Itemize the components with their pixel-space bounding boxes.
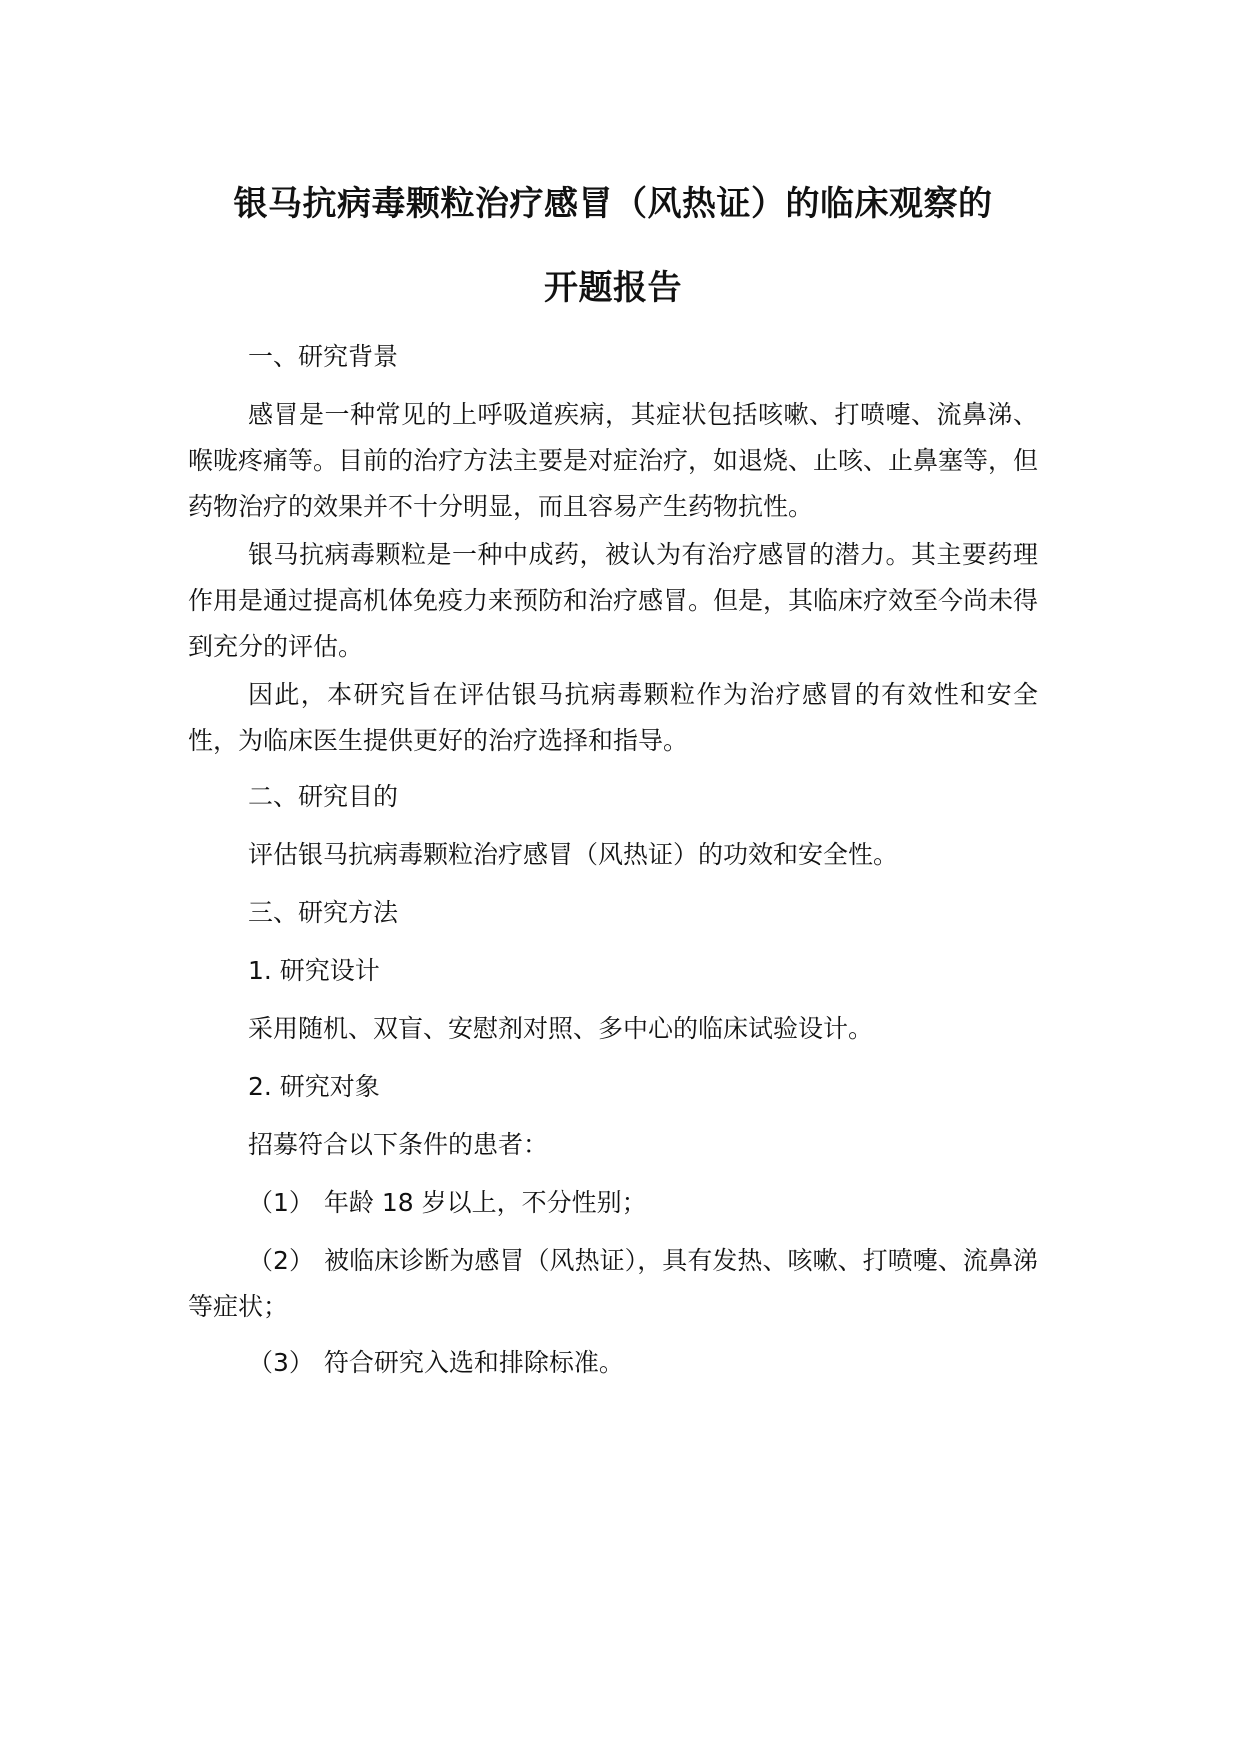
document-page	[188, 0, 1038, 1754]
subsection-2-heading: 2. 研究对象	[248, 1072, 380, 1101]
subsection-2-text: 招募符合以下条件的患者：	[248, 1130, 549, 1159]
criterion-1-marker: （1）	[248, 1188, 314, 1217]
criterion-3	[188, 1340, 1038, 1386]
criterion-1-text: 年龄 18 岁以上，不分性别；	[323, 1188, 647, 1217]
criterion-2-text: 被临床诊断为感冒（风热证），具有发热、咳嗽、打喷嚏、流鼻涕等症状；	[188, 1246, 1038, 1321]
section-1-paragraph-3: 因此，本研究旨在评估银马抗病毒颗粒作为治疗感冒的有效性和安全性，为临床医生提供更好的治疗选择和指导。	[188, 680, 1038, 755]
subsection-1-heading: 1. 研究设计	[248, 956, 380, 985]
section-1-heading: 一、研究背景	[248, 342, 399, 371]
section-1-paragraph-2: 银马抗病毒颗粒是一种中成药，被认为有治疗感冒的潜力。其主要药理作用是通过提高机体免疫力来预防和治疗感冒。但是，其临床疗效至今尚未得到充分的评估。	[188, 540, 1039, 661]
title-line-2: 开题报告	[544, 268, 682, 308]
section-2-paragraph: 评估银马抗病毒颗粒治疗感冒（风热证）的功效和安全性。	[248, 840, 899, 869]
section-2-heading: 二、研究目的	[248, 782, 399, 811]
criterion-2-marker: （2）	[248, 1246, 315, 1275]
criterion-3-text: 符合研究入选和排除标准。	[323, 1348, 624, 1377]
criterion-2	[188, 1238, 1038, 1330]
section-3-heading: 三、研究方法	[248, 898, 399, 927]
subsection-1-text: 采用随机、双盲、安慰剂对照、多中心的临床试验设计。	[248, 1014, 874, 1043]
title-line-1: 银马抗病毒颗粒治疗感冒（风热证）的临床观察的	[233, 184, 993, 224]
criterion-1	[188, 1180, 1038, 1226]
section-1-paragraph-1: 感冒是一种常见的上呼吸道疾病，其症状包括咳嗽、打喷嚏、流鼻涕、喉咙疼痛等。目前的治疗方法主要是对症治疗，如退烧、止咳、止鼻塞等，但药物治疗的效果并不十分明显，而且容易产生药物抗性。	[188, 400, 1039, 521]
criterion-3-marker: （3）	[248, 1348, 314, 1377]
